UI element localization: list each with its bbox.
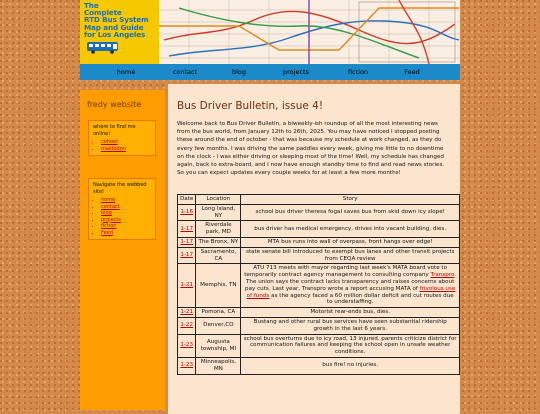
page-title: Bus Driver Bulletin, issue 4! [177,100,324,112]
date-link[interactable]: 1-23 [178,357,196,374]
nav-bar [80,64,460,80]
main-content [168,84,460,414]
nav-projects[interactable]: projects [283,68,309,76]
frivolous-funds-link[interactable]: frivolous use of funds [246,285,456,299]
side-link-projects[interactable]: • projects [101,217,155,224]
table-row [178,247,460,264]
date-link[interactable]: 1-17 [178,221,196,238]
find-me-box [88,120,156,156]
table-row [178,221,460,238]
header-story: Story [241,195,460,205]
link-mastodon[interactable]: • mastodon [101,146,155,153]
header-date: Date [178,195,196,205]
side-link-feed[interactable]: • Feed [101,230,155,237]
location-cell: Sacramento, CA [196,247,241,264]
transit-map-image [159,0,460,64]
story-cell [241,264,460,308]
location-cell: Riverdale park, MD [196,221,241,238]
nav-contact[interactable]: contact [172,68,198,76]
find-me-list [89,139,155,152]
date-link[interactable]: 1-22 [178,317,196,334]
story-text: as the agency faced a 60 million dollar deficit and cut routes due to understaffing. [269,292,454,306]
date-link[interactable]: 1-21 [178,308,196,318]
nav-home[interactable]: home [116,68,136,76]
location-cell: The Bronx, NY [196,237,241,247]
nav-fiction[interactable]: fiction [347,68,369,76]
table-row [178,308,460,318]
navigate-heading: Navigate the webbed site! [93,182,147,195]
table-row [178,357,460,374]
table-row [178,334,460,357]
transpro-link[interactable]: Transpro [430,272,455,279]
logo-text [84,2,158,38]
side-link-contact[interactable]: • contact [101,204,155,211]
location-cell: Augusta township, MI [196,334,241,357]
story-cell: bus driver has medical emergency, drives into vacant building, dies. [241,221,460,238]
story-text: . The union says the contract lacks transparency and raises concerns about pay cuts. Last year, Transpro wrote a report accusing MATA of [245,272,457,292]
bus-icon [86,40,120,54]
table-row [178,204,460,221]
story-cell: state senate bill introduced to exempt bus lanes and other transit projects from CEQA review [241,247,460,264]
side-link-blog[interactable]: • blog [101,210,155,217]
logo-line: The [84,1,99,10]
date-link[interactable]: 1-16 [178,204,196,221]
story-cell: school bus driver theresa fogal saves bus from skid down icy slope! [241,204,460,221]
logo[interactable] [80,0,159,64]
logo-line: for Los Angeles [84,29,146,39]
sidebar [80,90,165,410]
location-cell: Denver,CO [196,317,241,334]
logo-line: RTD Bus System [84,15,149,25]
header-location: Location [196,195,241,205]
intro-paragraph: Welcome back to Bus Driver Bulletin, a biweekly-ish roundup of all the most interesting news from the bus world, from January 12th to 26th, 2025. You may have noticed I stopped posting these around the end of october - that was because my schedule at work changed, as they do every few months. I was driving the same paddles every week, giving me little to no downtime on the clock - i was either driving or sleeping most of the time! Well, my schedule has changed again, back to extra-board, and I now have enough standby time to find and read news stories. So you can expect updates every couple weeks for at least a few more months! [177,121,445,177]
header-banner [80,0,460,64]
side-link-fiction[interactable]: • fiction [101,223,155,230]
date-link[interactable]: 1-23 [178,334,196,357]
logo-line: Complete [84,8,122,18]
table-row [178,237,460,247]
table-row [178,317,460,334]
location-cell: Memphis, TN [196,264,241,308]
table-row [178,264,460,308]
story-cell: Bustang and other rural bus services have seen substantial ridership growth in the last 6 years. [241,317,460,334]
date-link[interactable]: 1-17 [178,237,196,247]
link-cohost[interactable]: • cohost [101,139,155,146]
location-cell: Long Island, NY [196,204,241,221]
nav-feed[interactable]: Feed [404,68,420,76]
location-cell: Pomona, CA [196,308,241,318]
date-link[interactable]: 1-17 [178,247,196,264]
navigate-box [88,178,156,240]
story-cell: school bus overturns due to icy road, 13 injured. parents criticize district for communication failures and keeping the school open in unsafe weather conditions. [241,334,460,357]
story-cell: MTA bus runs into wall of overpass, front hangs over edge! [241,237,460,247]
story-text: ATU 713 meets with mayor regarding last week's MATA board vote to temporarily contract agency management to consulting company [244,265,448,279]
side-link-home[interactable]: • home [101,197,155,204]
logo-line: Map and Guide [84,22,144,32]
location-cell: Minneapolis, MN [196,357,241,374]
navigate-list [89,197,155,236]
story-cell: Motorist rear-ends bus, dies. [241,308,460,318]
site-title: fredy website [87,100,142,109]
nav-blog[interactable]: blog [231,68,247,76]
news-table [177,194,460,375]
story-cell: bus fire! no injuries. [241,357,460,374]
find-me-heading: where to find me online! [93,124,136,137]
date-link[interactable]: 1-21 [178,264,196,308]
table-header-row [178,195,460,205]
